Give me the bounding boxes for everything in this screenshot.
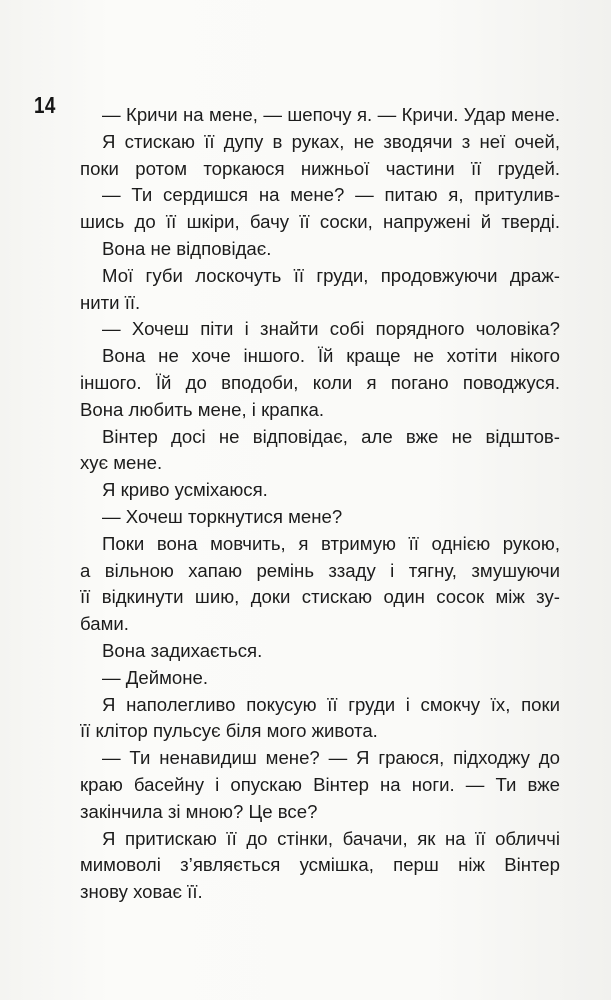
- text-line: — Хочеш піти і знайти собі порядного чоловіка?: [102, 318, 560, 340]
- text-line: іншого. Їй до вподоби, коли я погано поводжуся.: [80, 371, 560, 393]
- text-line: нити її.: [80, 291, 141, 313]
- text-line: Вона не хоче іншого. Їй краще не хотіти нікого: [102, 345, 560, 367]
- text-line: її клітор пульсує біля мого живота.: [80, 720, 378, 742]
- text-line: Мої губи лоскочуть її груди, продовжуючи драж-: [102, 264, 560, 286]
- text-line: Вона любить мене, і крапка.: [80, 398, 325, 420]
- page-number: 14: [34, 92, 56, 118]
- text-line: шись до її шкіри, бачу її соски, напружені й тверді.: [80, 211, 560, 233]
- text-line: — Деймоне.: [102, 666, 208, 688]
- text-line: — Ти сердишся на мене? — питаю я, притулив-: [102, 184, 560, 206]
- text-line: Вона не відповідає.: [102, 237, 272, 259]
- text-line: Вінтер досі не відповідає, але вже не відштов-: [102, 425, 560, 447]
- text-line: її відкинути шию, доки стискаю один сосок між зу-: [80, 586, 560, 608]
- text-line: Поки вона мовчить, я втримую її однією рукою,: [102, 532, 560, 554]
- text-line: бами.: [80, 613, 129, 635]
- text-line: Я стискаю її дупу в руках, не зводячи з неї очей,: [102, 130, 560, 152]
- text-line: Я криво усміхаюся.: [102, 479, 268, 501]
- body-text: [80, 102, 560, 906]
- text-line: хує мене.: [80, 452, 163, 474]
- text-line: знову ховає її.: [80, 881, 203, 903]
- text-line: закінчила зі мною? Це все?: [80, 800, 318, 822]
- text-line: — Кричи на мене, — шепочу я. — Кричи. Удар мене.: [102, 104, 560, 125]
- text-line: — Хочеш торкнутися мене?: [102, 505, 343, 527]
- text-line: а вільною хапаю ремінь ззаду і тягну, змушуючи: [80, 559, 560, 581]
- text-line: мимоволі з’являється усмішка, перш ніж Вінтер: [80, 854, 560, 876]
- text-line: краю басейну і опускаю Вінтер на ноги. — Ти вже: [80, 773, 560, 795]
- text-line: Вона задихається.: [102, 639, 263, 661]
- text-line: Я наполегливо покусую її груди і смокчу їх, поки: [102, 693, 560, 715]
- text-line: Я притискаю її до стінки, бачачи, як на її обличчі: [102, 827, 560, 849]
- text-line: — Ти ненавидиш мене? — Я граюся, підходжу до: [102, 747, 560, 769]
- text-line: поки ротом торкаюся нижньої частини її грудей.: [80, 157, 560, 179]
